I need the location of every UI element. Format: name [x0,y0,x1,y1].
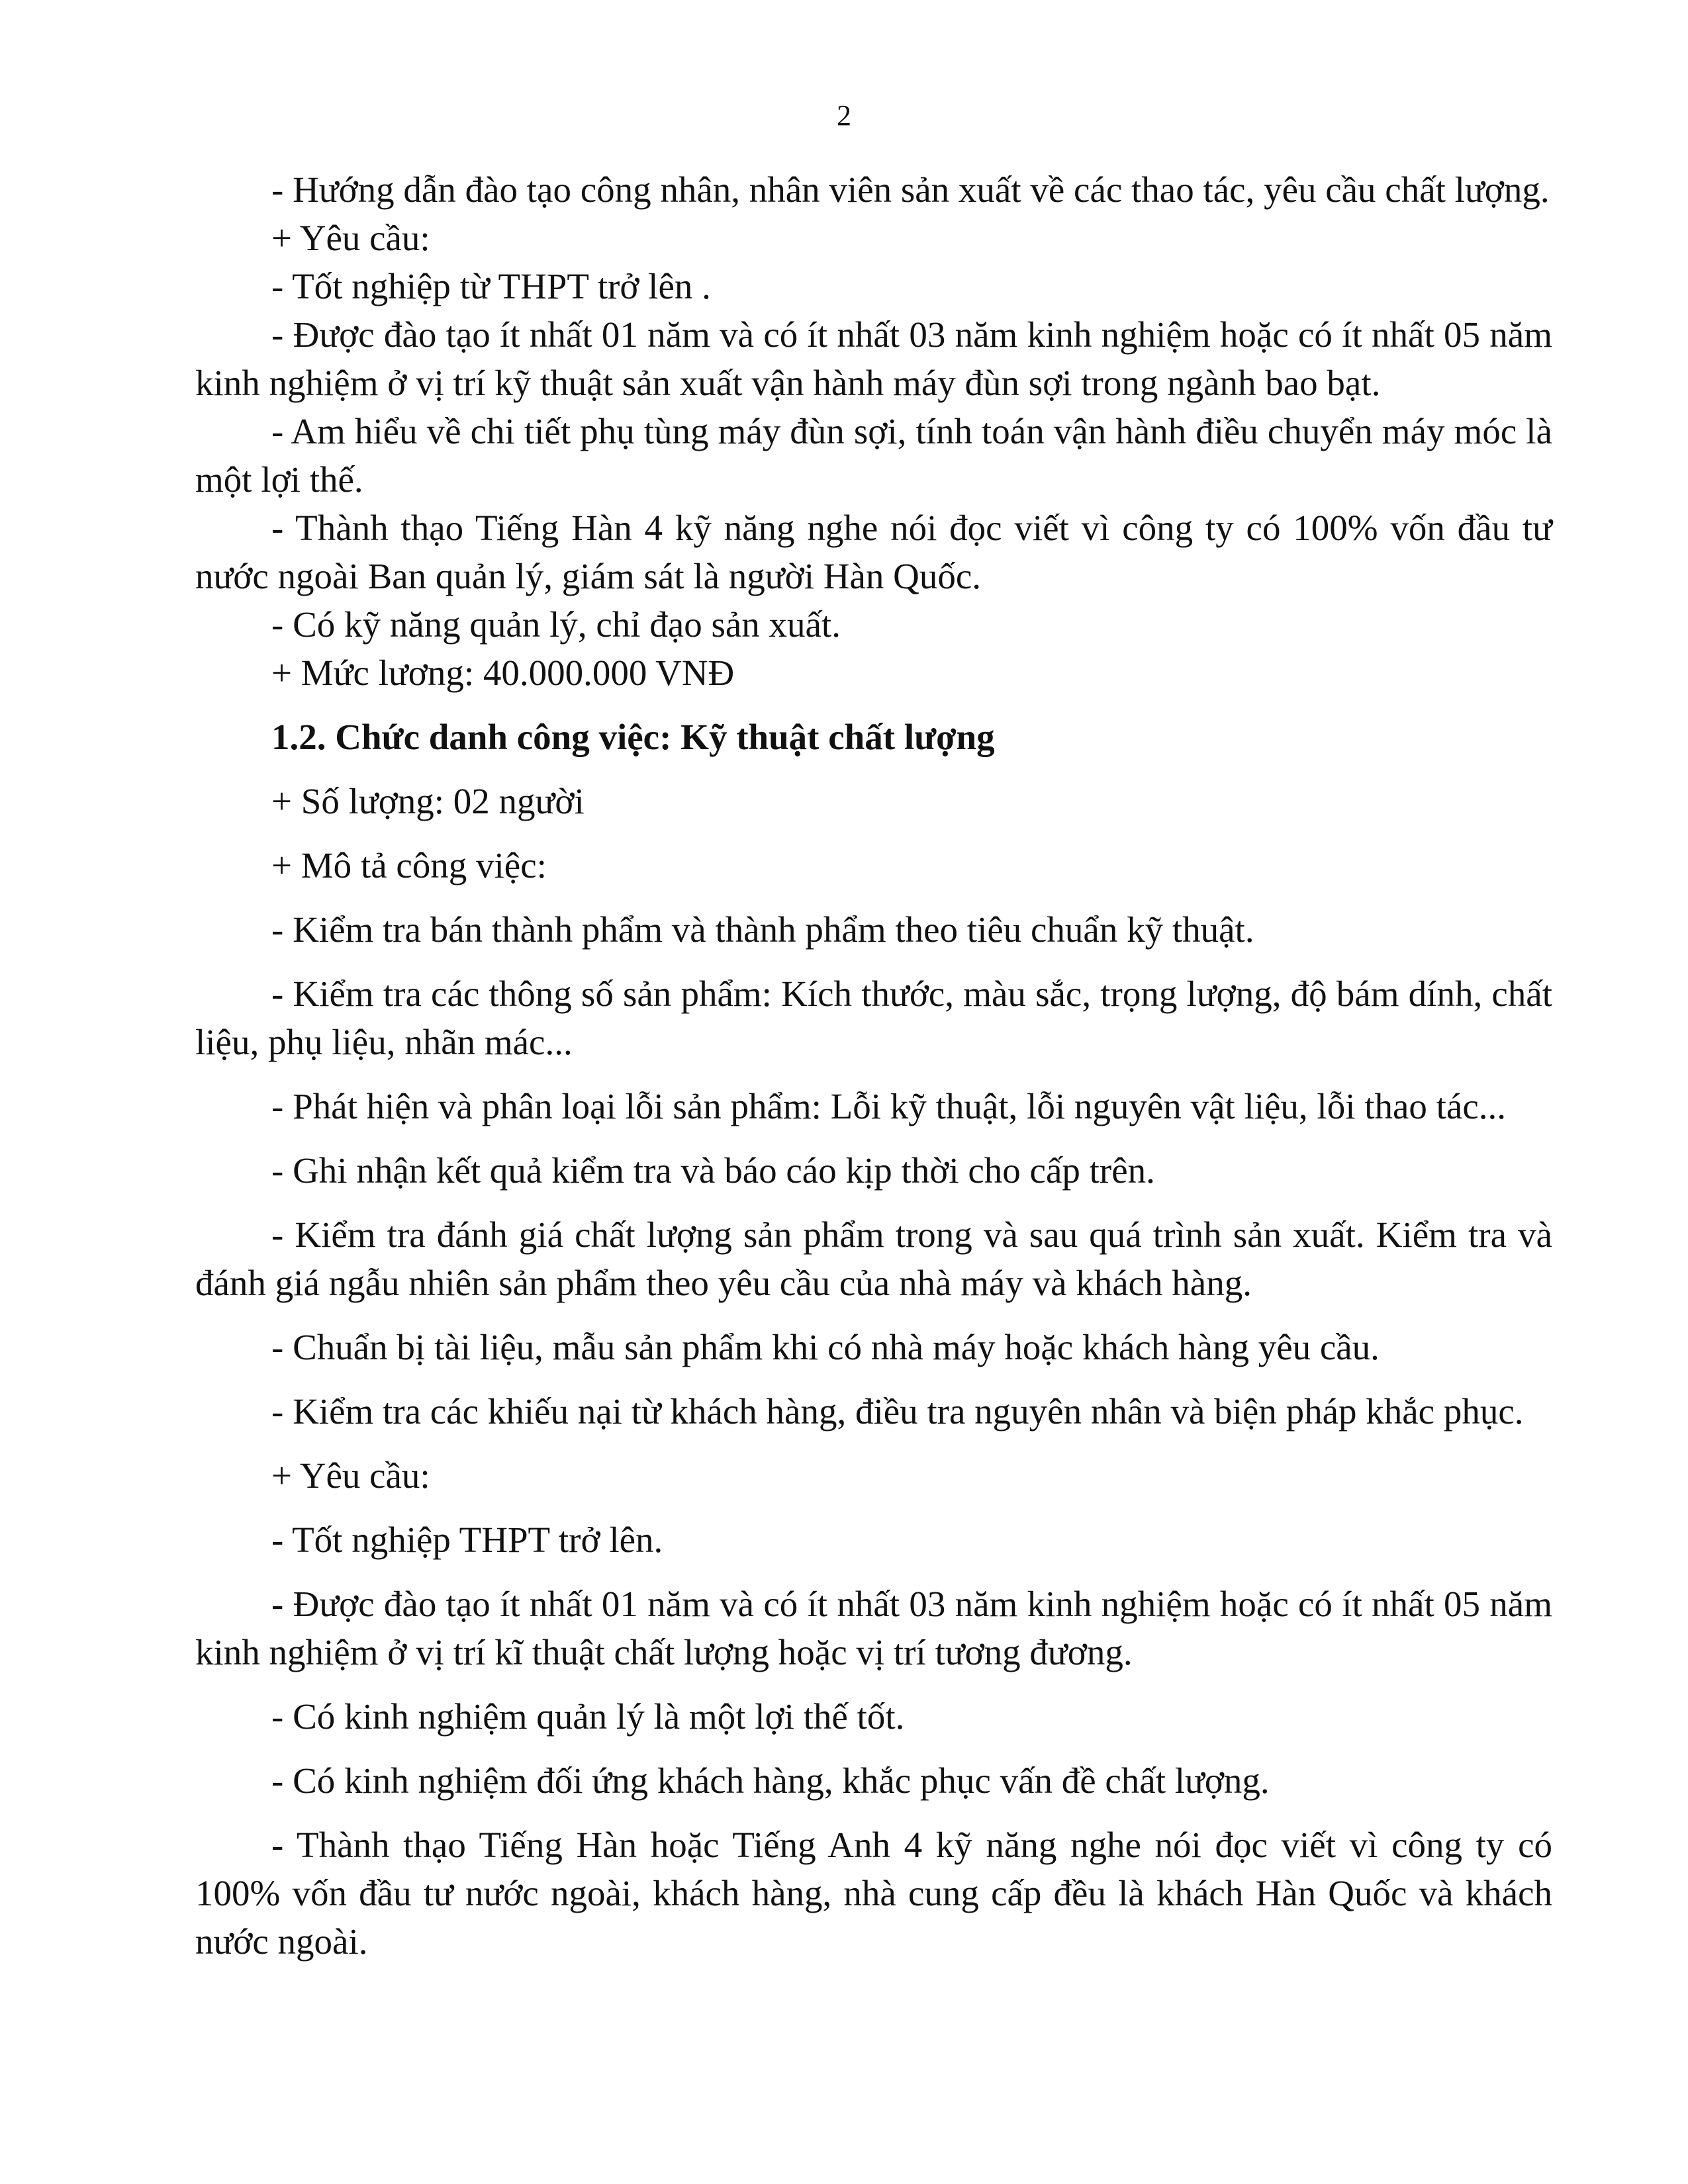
paragraph-management-advantage: - Có kinh nghiệm quản lý là một lợi thế tốt. [271,1696,905,1737]
paragraph-education: - Tốt nghiệp từ THPT trở lên . [271,266,711,306]
paragraph-requirements-heading: + Yêu cầu: [271,218,430,258]
paragraph-machine-knowledge: - Am hiểu về chi tiết phụ tùng máy đùn sợi, tính toán vận hành điều chuyển máy móc là một lợi thế. [195,411,1552,500]
paragraph-detect-defects: - Phát hiện và phân loại lỗi sản phẩm: Lỗi kỹ thuật, lỗi nguyên vật liệu, lỗi thao tác... [271,1086,1507,1126]
paragraph-inspect-parameters: - Kiểm tra các thông số sản phẩm: Kích thước, màu sắc, trọng lượng, độ bám dính, chất liệu, phụ liệu, nhãn mác... [195,974,1552,1062]
paragraph-prepare-documents: - Chuẩn bị tài liệu, mẫu sản phẩm khi có nhà máy hoặc khách hàng yêu cầu. [271,1327,1380,1367]
paragraph-salary: + Mức lương: 40.000.000 VNĐ [271,653,735,693]
paragraph-job-description-heading: + Mô tả công việc: [271,845,547,886]
section-heading: 1.2. Chức danh công việc: Kỹ thuật chất lượng [271,717,995,757]
paragraph-quality-evaluation: - Kiểm tra đánh giá chất lượng sản phẩm trong và sau quá trình sản xuất. Kiểm tra và đánh giá ngẫu nhiên sản phẩm theo yêu cầu của nhà máy và khách hàng. [195,1214,1552,1303]
paragraph-inspect-products: - Kiểm tra bán thành phẩm và thành phẩm theo tiêu chuẩn kỹ thuật. [271,909,1254,950]
paragraph-education-2: - Tốt nghiệp THPT trở lên. [271,1520,663,1560]
paragraph-record-results: - Ghi nhận kết quả kiểm tra và báo cáo kịp thời cho cấp trên. [271,1150,1155,1191]
paragraph-complaints: - Kiểm tra các khiếu nại từ khách hàng, điều tra nguyên nhân và biện pháp khắc phục. [271,1391,1524,1432]
paragraph-korean-language: - Thành thạo Tiếng Hàn 4 kỹ năng nghe nói đọc viết vì công ty có 100% vốn đầu tư nước ngoài Ban quản lý, giám sát là người Hàn Quốc. [195,508,1552,596]
paragraph-customer-handling: - Có kinh nghiệm đối ứng khách hàng, khắc phục vấn đề chất lượng. [271,1760,1270,1801]
paragraph-requirements-heading-2: + Yêu cầu: [271,1455,430,1496]
paragraph-training-guidance: - Hướng dẫn đào tạo công nhân, nhân viên sản xuất về các thao tác, yêu cầu chất lượng. [271,169,1550,210]
paragraph-experience-2: - Được đào tạo ít nhất 01 năm và có ít nhất 03 năm kinh nghiệm hoặc có ít nhất 05 năm kinh nghiệm ở vị trí kĩ thuật chất lượng hoặc vị trí tương đương. [195,1584,1552,1672]
document-body [195,165,1552,1966]
paragraph-headcount: + Số lượng: 02 người [271,781,585,821]
page-number: 2 [837,99,851,132]
paragraph-management-skill: - Có kỹ năng quản lý, chỉ đạo sản xuất. [271,604,841,645]
paragraph-language-requirement: - Thành thạo Tiếng Hàn hoặc Tiếng Anh 4 kỹ năng nghe nói đọc viết vì công ty có 100% vốn đầu tư nước ngoài, khách hàng, nhà cung cấp đều là khách Hàn Quốc và khách nước ngoài. [195,1825,1552,1962]
paragraph-experience: - Được đào tạo ít nhất 01 năm và có ít nhất 03 năm kinh nghiệm hoặc có ít nhất 05 năm kinh nghiệm ở vị trí kỹ thuật sản xuất vận hành máy đùn sợi trong ngành bao bạt. [195,314,1552,403]
